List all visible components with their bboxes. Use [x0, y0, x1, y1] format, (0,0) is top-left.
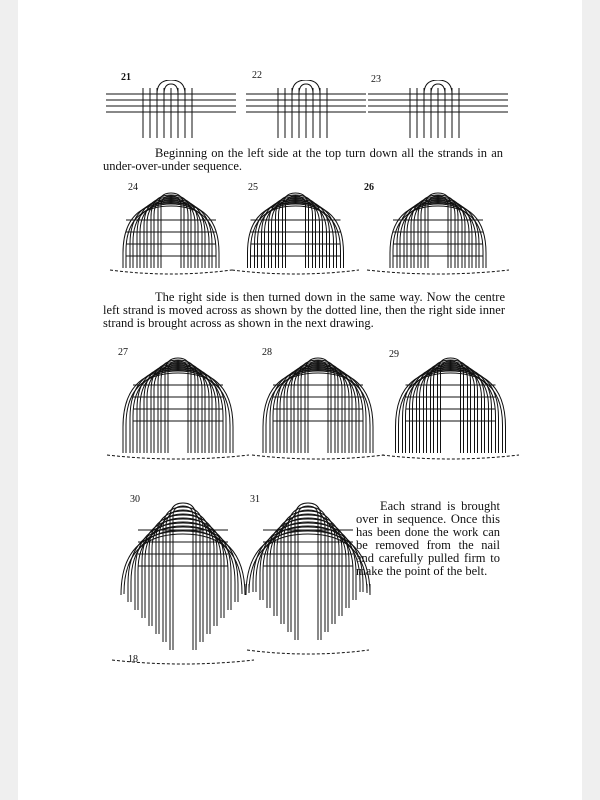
braid-stroke [421, 198, 455, 268]
figure-number: 23 [371, 74, 381, 85]
braid-stroke [420, 367, 482, 453]
figure-25 [228, 190, 363, 280]
braid-stroke [165, 358, 191, 453]
braid-stroke [232, 270, 359, 274]
braid-stroke [147, 367, 209, 453]
paragraph-2 [103, 291, 505, 330]
braid-stroke [255, 201, 337, 268]
braid-stroke [397, 201, 479, 268]
figure-number: 28 [262, 347, 272, 358]
braid-stroke [301, 363, 335, 453]
figure-30 [108, 500, 258, 670]
figure-29 [378, 355, 523, 465]
braid-stroke [287, 367, 349, 453]
figure-number: 18 [128, 654, 138, 665]
braid-stroke [247, 650, 369, 654]
braid-stroke [121, 531, 245, 595]
braid-stroke [367, 270, 509, 274]
braid-stroke [170, 503, 196, 650]
figure-22 [246, 80, 366, 140]
figure-number: 30 [130, 494, 140, 505]
document-page [18, 0, 582, 800]
figure-21 [106, 80, 236, 140]
figure-number: 21 [121, 72, 131, 83]
figure-number: 24 [128, 182, 138, 193]
braid-stroke [291, 510, 325, 632]
braid-stroke [279, 198, 313, 268]
figure-28 [248, 355, 388, 465]
paragraph-text: Beginning on the left side at the top turn down all the strands in an under-over-under sequence. [103, 146, 503, 173]
figure-number: 27 [118, 347, 128, 358]
figure-26 [363, 190, 513, 280]
paragraph-1 [103, 147, 503, 173]
braid-stroke [130, 201, 212, 268]
braid-stroke [438, 358, 464, 453]
figure-number: 25 [248, 182, 258, 193]
braid-stroke [305, 358, 331, 453]
braid-stroke [107, 455, 249, 459]
braid-stroke [161, 363, 195, 453]
figure-number: 29 [389, 349, 399, 360]
braid-stroke [246, 531, 370, 595]
braid-stroke [110, 270, 232, 274]
figure-23 [368, 80, 508, 140]
paragraph-text: The right side is then turned down in the same way. Now the centre left strand is moved across as shown by the dotted line, then the right side inner strand is brought across as shown in the next drawing. [103, 290, 505, 330]
figure-24 [106, 190, 236, 280]
figure-27 [103, 355, 253, 465]
braid-stroke [168, 361, 188, 453]
braid-stroke [308, 361, 328, 453]
paragraph-3 [356, 500, 500, 578]
braid-stroke [281, 511, 335, 624]
figure-number: 31 [250, 494, 260, 505]
braid-stroke [434, 363, 468, 453]
braid-stroke [441, 361, 461, 453]
figure-31 [243, 500, 373, 660]
braid-stroke [382, 455, 519, 459]
paragraph-text: Each strand is brought over in sequence. Once this has been done the work can be removed from the nail and carefully pulled firm to make the point of the belt. [356, 499, 500, 578]
figure-number: 22 [252, 70, 262, 81]
figure-number: 26 [364, 182, 374, 193]
braid-stroke [154, 198, 188, 268]
braid-stroke [252, 455, 384, 459]
